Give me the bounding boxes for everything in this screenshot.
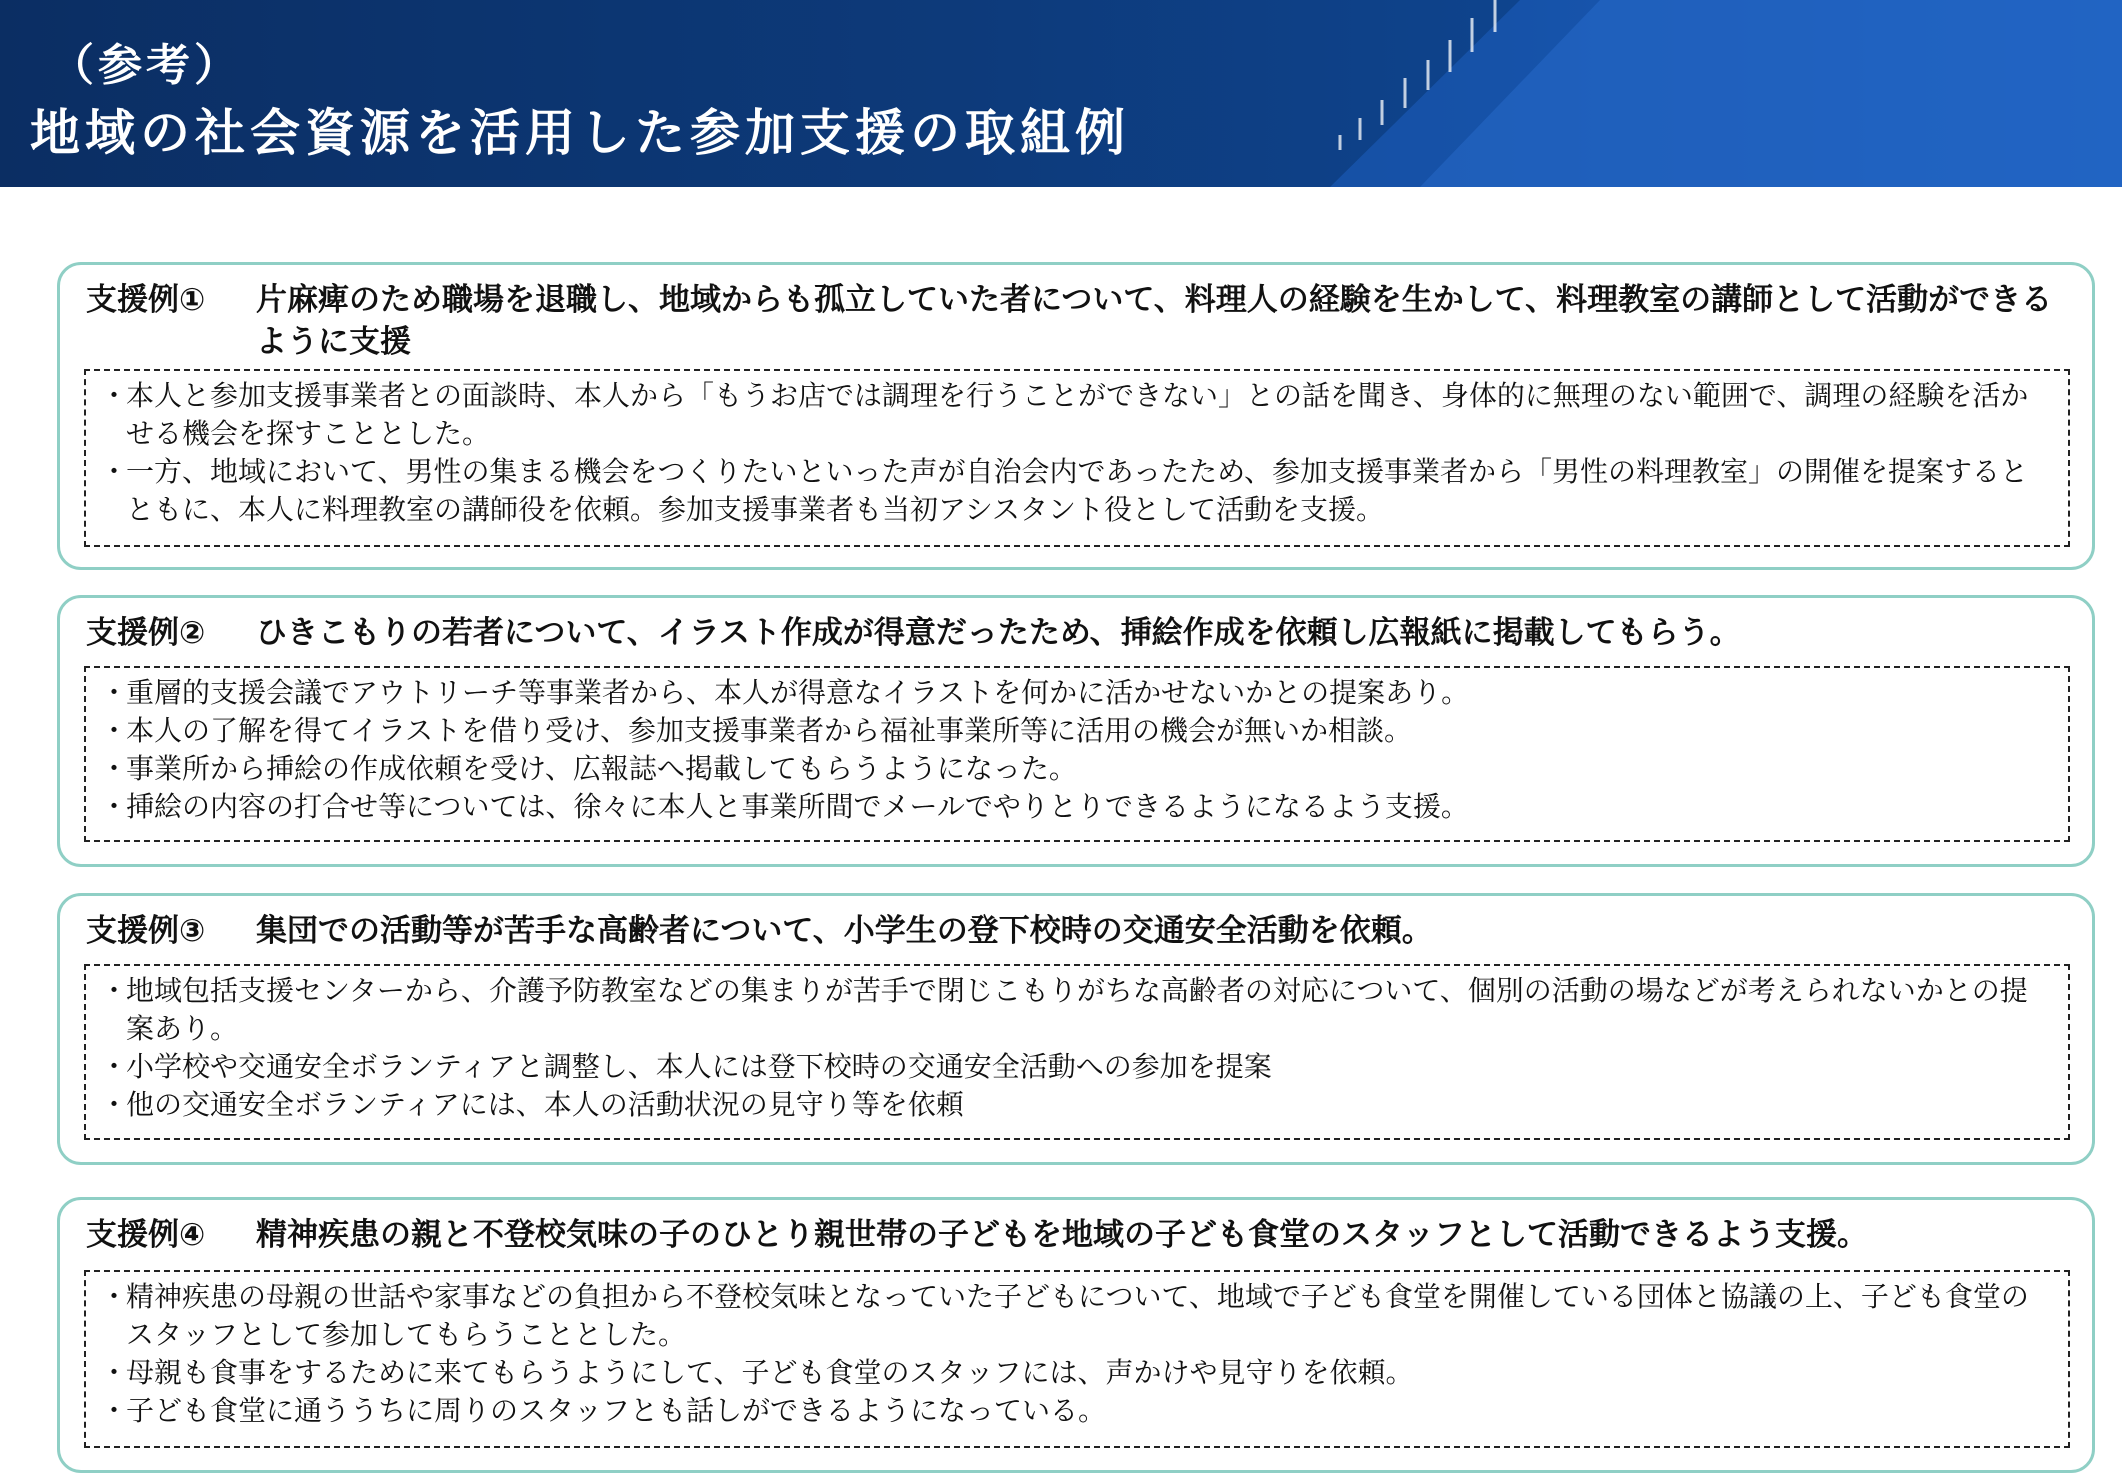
case-details [84,964,2070,1140]
case-detail-item: ・ 事業所から挿絵の作成依頼を受け、広報誌へ掲載してもらうようになった。 [108,750,2046,788]
case-title: 集団での活動等が苦手な高齢者について、小学生の登下校時の交通安全活動を依頼。 [256,913,1433,949]
case-label: 支援例④ [86,1217,206,1253]
case-detail-item: ・ 母親も食事をするために来てもらうようにして、子ども食堂のスタッフには、声かけや見守りを依頼。 [108,1354,2046,1392]
case-title: 片麻痺のため職場を退職し、地域からも孤立していた者について、料理人の経験を生かして、料理教室の講師として活動ができるように支援 [256,282,2053,360]
case-detail-item: ・ 地域包括支援センターから、介護予防教室などの集まりが苦手で閉じこもりがちな高齢者の対応について、個別の活動の場などが考えられないかとの提案あり。 [108,972,2046,1048]
header-subtitle: （参考） [50,40,242,91]
case-detail-item: ・ 小学校や交通安全ボランティアと調整し、本人には登下校時の交通安全活動への参加を提案 [108,1048,2046,1086]
support-case-4 [57,1197,2095,1473]
case-detail-item: ・ 精神疾患の母親の世話や家事などの負担から不登校気味となっていた子どもについて、地域で子ども食堂を開催している団体と協議の上、子ども食堂のスタッフとして参加してもらうこととした。 [108,1278,2046,1354]
case-details [84,369,2070,547]
page-title: 地域の社会資源を活用した参加支援の取組例 [30,104,1130,162]
case-detail-item: ・ 重層的支援会議でアウトリーチ等事業者から、本人が得意なイラストを何かに活かせないかとの提案あり。 [108,674,2046,712]
case-detail-item: ・ 本人と参加支援事業者との面談時、本人から「もうお店では調理を行うことができない」との話を聞き、身体的に無理のない範囲で、調理の経験を活かせる機会を探すこととした。 [108,377,2046,453]
support-case-1 [57,262,2095,570]
page-header [0,0,2122,187]
case-detail-item: ・ 本人の了解を得てイラストを借り受け、参加支援事業者から福祉事業所等に活用の機会が無いか相談。 [108,712,2046,750]
case-label: 支援例② [86,615,206,651]
case-label: 支援例③ [86,913,206,949]
support-case-3 [57,893,2095,1165]
case-detail-item: ・ 挿絵の内容の打合せ等については、徐々に本人と事業所間でメールでやりとりできるようになるよう支援。 [108,788,2046,826]
case-detail-item: ・ 子ども食堂に通ううちに周りのスタッフとも話しができるようになっている。 [108,1392,2046,1430]
case-detail-item: ・ 他の交通安全ボランティアには、本人の活動状況の見守り等を依頼 [108,1086,2046,1124]
support-case-2 [57,595,2095,867]
case-title: ひきこもりの若者について、イラスト作成が得意だったため、挿絵作成を依頼し広報紙に掲載してもらう。 [256,615,1741,651]
case-detail-item: ・ 一方、地域において、男性の集まる機会をつくりたいといった声が自治会内であったため、参加支援事業者から「男性の料理教室」の開催を提案するとともに、本人に料理教室の講師役を依頼。参加支援事業者も当初アシスタント役として活動を支援。 [108,453,2046,529]
case-label: 支援例① [86,282,206,318]
case-title: 精神疾患の親と不登校気味の子のひとり親世帯の子どもを地域の子ども食堂のスタッフとして活動できるよう支援。 [256,1217,1868,1253]
case-details [84,1270,2070,1448]
case-details [84,666,2070,842]
